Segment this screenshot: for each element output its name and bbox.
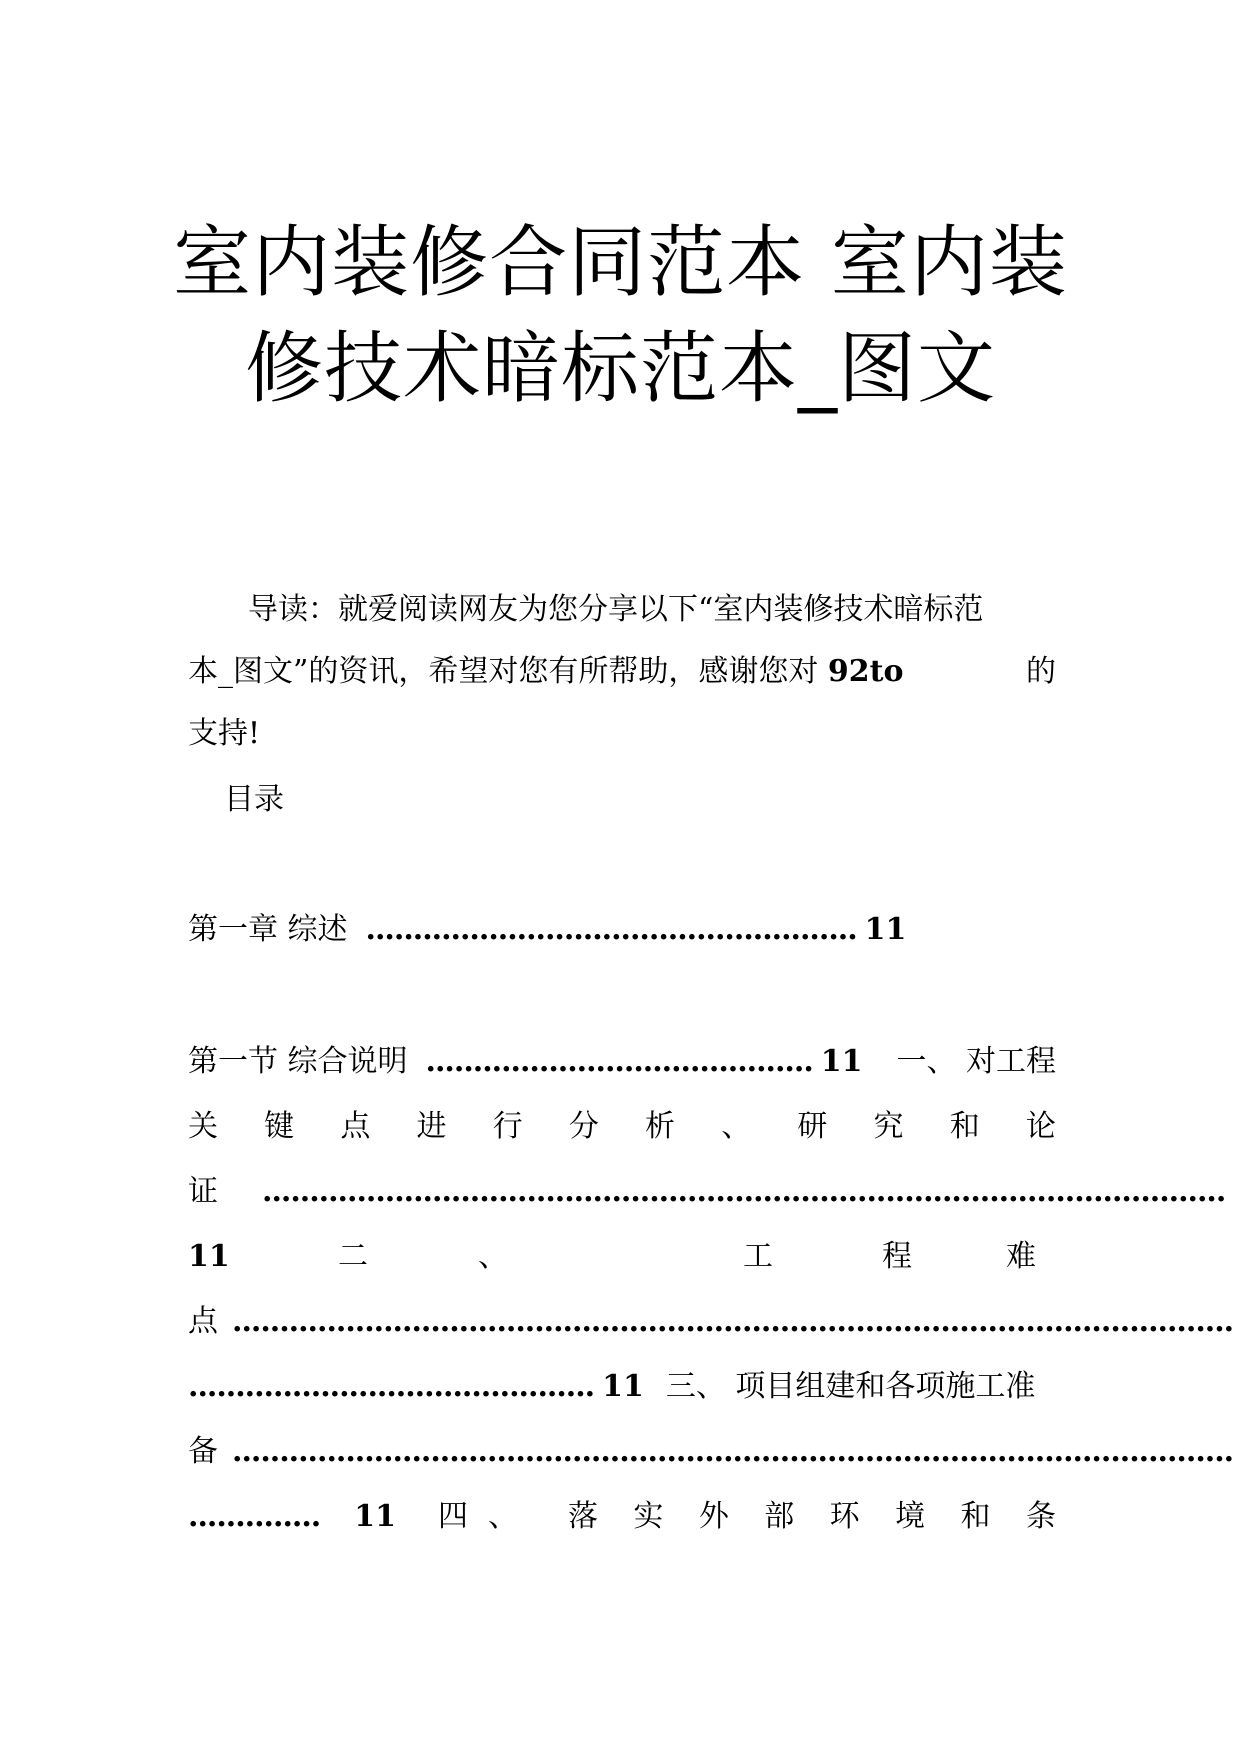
intro-line-1: 导读：就爱阅读网友为您分享以下“室内装修技术暗标范	[248, 592, 984, 627]
toc-page-number: 11	[820, 1044, 863, 1079]
title-line-2: 修技术暗标范本_图文	[244, 324, 996, 414]
toc-label: 证	[188, 1174, 218, 1209]
toc-char: 究	[873, 1109, 904, 1144]
toc-char: 、	[487, 1499, 518, 1534]
toc-dots: .........................................	[425, 1044, 813, 1079]
toc-char: 落	[567, 1499, 598, 1534]
toc-entry-line-5[interactable]	[188, 1235, 1056, 1279]
toc-char: 条	[1025, 1499, 1056, 1534]
title-line-1: 室内装修合同范本 室内装	[173, 218, 1068, 308]
toc-char: 外	[698, 1499, 729, 1534]
toc-char: 二	[338, 1239, 368, 1274]
toc-label: 点	[188, 1304, 218, 1339]
toc-char: 环	[829, 1499, 860, 1534]
toc-entry-line-6[interactable]	[188, 1300, 1234, 1344]
toc-page-number: 11	[864, 912, 907, 947]
intro-line-2	[188, 650, 1056, 694]
toc-entry-chapter-1[interactable]	[188, 908, 907, 952]
toc-label: 第一章 综述	[188, 912, 348, 947]
toc-char: 点	[340, 1109, 371, 1144]
toc-dots: ......................................................................................................	[262, 1174, 1226, 1209]
toc-entry-line-8[interactable]	[188, 1430, 1234, 1474]
toc-char: 难	[1006, 1239, 1036, 1274]
toc-char: 分	[568, 1109, 599, 1144]
toc-char: 键	[264, 1109, 295, 1144]
toc-char: 四	[437, 1499, 468, 1534]
toc-heading: 目录	[224, 782, 284, 817]
toc-page-number: 11	[602, 1369, 644, 1404]
toc-dots: ....................................................	[365, 912, 857, 947]
toc-entry-line-9[interactable]	[188, 1495, 1056, 1539]
toc-char: 工	[743, 1239, 773, 1274]
toc-char: 、	[721, 1109, 752, 1144]
toc-entry-line-3[interactable]	[188, 1105, 1056, 1149]
toc-entry-section-1[interactable]	[188, 1040, 1056, 1084]
intro-line-2-text: 本_图文”的资讯，希望对您有所帮助，感谢您对 92to	[188, 654, 904, 689]
toc-char: 实	[633, 1499, 664, 1534]
toc-char: 部	[764, 1499, 795, 1534]
toc-page-number: 11	[188, 1239, 230, 1274]
toc-page-number: 11	[354, 1499, 396, 1534]
toc-char: 程	[882, 1239, 912, 1274]
toc-char: 析	[645, 1109, 676, 1144]
toc-label: 三、 项目组建和各项施工准	[665, 1369, 1036, 1404]
toc-char: 境	[895, 1499, 926, 1534]
toc-char: 研	[797, 1109, 828, 1144]
toc-char: 、	[478, 1239, 508, 1274]
toc-char: 进	[416, 1109, 447, 1144]
toc-label: 备	[188, 1434, 218, 1469]
toc-label: 一、 对工程	[896, 1044, 1056, 1079]
toc-char: 论	[1025, 1109, 1056, 1144]
toc-char: 行	[492, 1109, 523, 1144]
toc-char: 关	[188, 1109, 218, 1144]
toc-entry-line-7[interactable]	[188, 1365, 1056, 1409]
intro-line-3: 支持!	[188, 716, 261, 751]
toc-dots: ..........................................................................................................	[232, 1304, 1234, 1339]
toc-char: 和	[960, 1499, 991, 1534]
toc-dots: ...........................................	[188, 1369, 595, 1404]
toc-char-group	[568, 1495, 1056, 1539]
toc-char: 和	[949, 1109, 980, 1144]
toc-entry-line-4[interactable]	[188, 1170, 1226, 1214]
toc-label: 第一节 综合说明	[188, 1044, 408, 1079]
toc-dots: ..............	[188, 1499, 321, 1534]
intro-line-2-end: 的	[1026, 654, 1056, 689]
toc-dots: ..........................................................................................................	[232, 1434, 1234, 1469]
